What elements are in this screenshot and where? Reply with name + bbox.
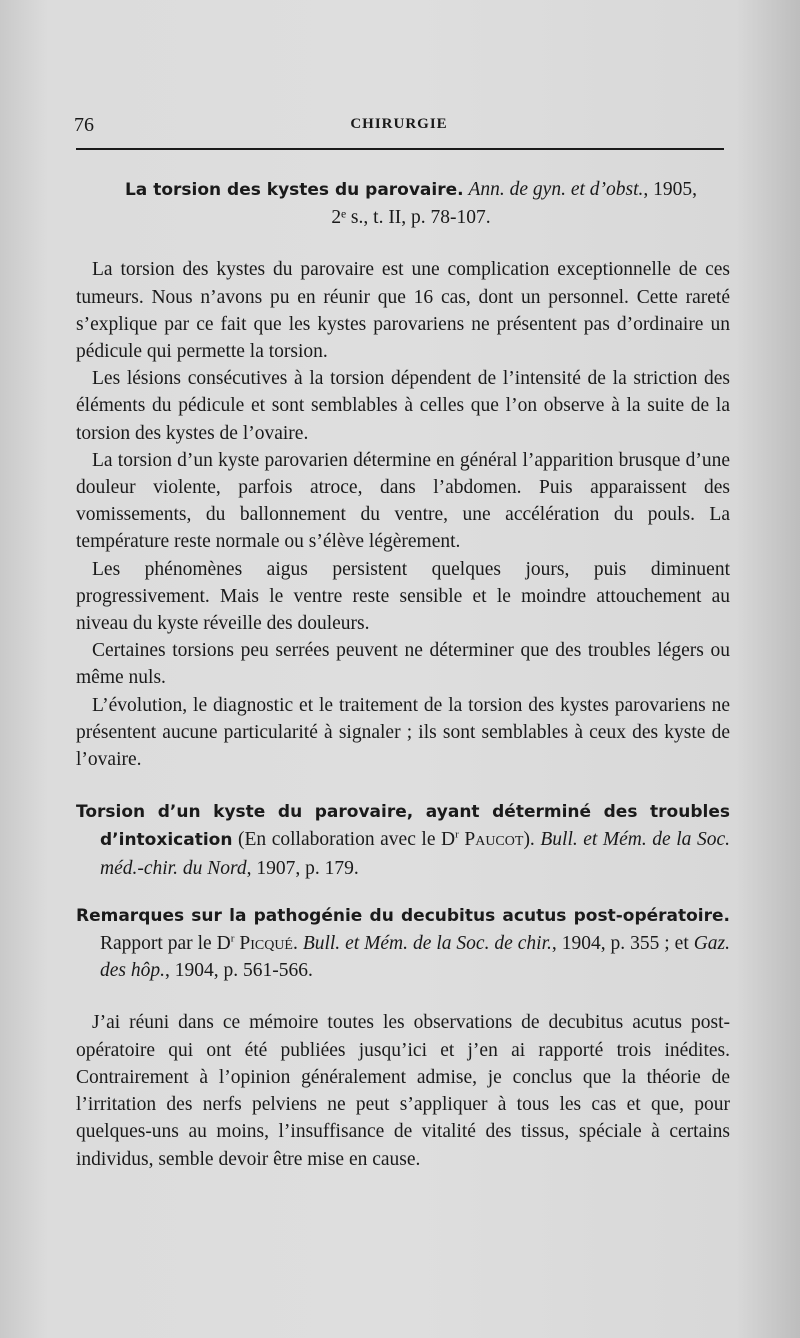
entry-2 bbox=[76, 798, 730, 882]
entry-3-rapport: Rapport par le D bbox=[100, 933, 231, 955]
entry-3-rapport-name: Picqué bbox=[239, 933, 293, 955]
entry-2-ref: , 1907, p. 179. bbox=[246, 857, 359, 879]
entry-2-collab-name: Paucot bbox=[464, 829, 524, 851]
spacer bbox=[76, 984, 730, 1009]
entry-1-paragraph: La torsion des kystes du parovaire est une complication exceptionnelle de ces tumeurs. Nous n’avons pu en réunir que 16 cas, dont un personnel. Cette rareté s’explique par ce fait que les kystes parovariens ne présentent pas d’ordinaire un pédicule qui permette la torsion. bbox=[76, 259, 730, 363]
entry-2-collab: (En collaboration avec le D bbox=[232, 829, 456, 851]
entry-1-heading bbox=[76, 176, 730, 231]
entry-1-paragraph: L’évolution, le diagnostic et le traitement de la torsion des kystes parovariens ne présentent aucune particularité à signaler ; ils sont semblables à ceux des kyste de l’ovaire. bbox=[76, 694, 730, 771]
entry-3-rapport-sup: r bbox=[230, 932, 235, 945]
running-title: CHIRURGIE bbox=[350, 116, 448, 132]
entry-1-paragraph: Les phénomènes aigus persistent quelques jours, puis diminuent progressivement. Mais le ventre reste sensible et le moindre attouchement au niveau du kyste réveille des douleurs. bbox=[76, 558, 730, 635]
page-header bbox=[74, 112, 724, 142]
entry-1-ref: , 1905, bbox=[643, 179, 698, 200]
spacer bbox=[76, 773, 730, 798]
header-rule bbox=[76, 148, 724, 150]
entry-2-collab-sup: r bbox=[455, 828, 459, 841]
spacer bbox=[76, 882, 730, 902]
entry-1-ref-line-2: 2ᵉ s., t. II, p. 78-107. bbox=[331, 207, 491, 229]
entry-3-rapport-end: . bbox=[292, 933, 303, 955]
entry-1-title: La torsion des kystes du parovaire. bbox=[124, 180, 464, 200]
entry-1-paragraph: Les lésions consécutives à la torsion dépendent de l’intensité de la striction des éléments du pédicule et sont semblables à celles que l’on observe à la suite de la torsion des kystes de l’ovaire. bbox=[76, 368, 730, 444]
entry-3-paragraph: J’ai réuni dans ce mémoire toutes les observations de decubitus acutus post-opératoire qui ont été publiées jusqu’ici et j’en ai rapporté trois inédites. Contrairement à l’opinion généralement admise, je conclus que la théorie de l’irritation des nerfs pelviens ne peut s’appliquer à tous les cas et que, pour quelques-uns au moins, l’insuffisance de vitalité des tissus, spéciale à certains individus, semble devoir être mise en cause. bbox=[76, 1012, 730, 1170]
entry-1-paragraph: Certaines torsions peu serrées peuvent ne déterminer que des troubles légers ou même nuls. bbox=[76, 640, 730, 689]
entry-3 bbox=[76, 902, 730, 985]
entry-3-ref-2: , 1904, p. 561-566. bbox=[165, 960, 313, 982]
entry-1-journal: Ann. de gyn. et d’obst. bbox=[468, 179, 644, 200]
entry-1-paragraph: La torsion d’un kyste parovarien détermine en général l’apparition brusque d’une douleur violente, parfois atroce, dans l’abdomen. Puis apparaissent des vomissements, du ballonnement du ventre, une accélération du pouls. La température reste normale ou s’élève légèrement. bbox=[76, 449, 730, 553]
entry-2-title: Torsion d’un kyste du parovaire, ayant déterminé des troubles d’intoxication bbox=[76, 802, 730, 851]
entry-3-ref-1: , 1904, p. 355 ; et bbox=[551, 933, 694, 955]
spacer bbox=[76, 231, 730, 256]
entry-2-collab-end: ). bbox=[523, 829, 541, 851]
page-number: 76 bbox=[74, 114, 94, 136]
entry-3-journal-2: Gaz. des hôp. bbox=[100, 933, 730, 982]
entry-2-journal: Bull. et Mém. de la Soc. méd.-chir. du Nord bbox=[100, 829, 731, 879]
page-content bbox=[76, 176, 730, 1173]
entry-3-title: Remarques sur la pathogénie du decubitus acutus post-opératoire. bbox=[76, 905, 730, 926]
entry-3-journal-1: Bull. et Mém. de la Soc. de chir. bbox=[302, 933, 552, 955]
